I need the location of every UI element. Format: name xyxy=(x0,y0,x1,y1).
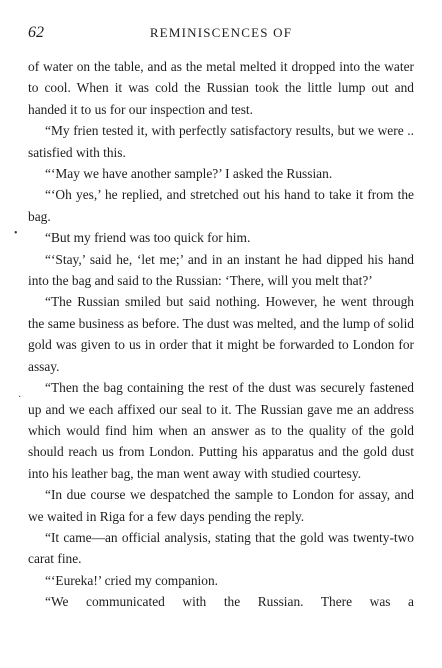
body-text xyxy=(28,56,414,613)
page-number: 62 xyxy=(28,24,44,41)
running-title: REMINISCENCES OF xyxy=(149,25,293,40)
paragraph: “‘Stay,’ said he, ‘let me;’ and in an instant he had dipped his hand into the bag and said to the Russian: ‘There, will you melt that?’ xyxy=(28,251,414,289)
print-speck: · xyxy=(18,392,22,403)
paragraph: “‘Eureka!’ cried my companion. xyxy=(45,572,219,588)
running-head xyxy=(28,24,414,44)
paragraph: “‘Oh yes,’ he replied, and stretched out his hand to take it from the bag. xyxy=(28,187,414,224)
paragraph: “In due course we despatched the sample to London for assay, and we waited in Riga for a few days pending the reply. xyxy=(28,487,414,524)
paragraph: “Then the bag containing the rest of the dust was securely fastened up and we each affixed our seal to it. The Russian gave me an address which would find him when an answer as to the quality of the gold should reach us from London. Putting his apparatus and the gold dust into his leather bag, the man went away with studied courtesy. xyxy=(28,380,414,481)
paragraph: “We communicated with the Russian. There was a xyxy=(45,594,414,610)
paragraph: “My frien tested it, with perfectly satisfactory results, but we were .. satisfied with this. xyxy=(28,123,414,160)
print-speck: • xyxy=(14,228,18,239)
paragraph: “But my friend was too quick for him. xyxy=(45,230,251,246)
paragraph: “The Russian smiled but said nothing. However, he went through the same business as before. The dust was melted, and the lump of solid gold was given to us in order that it might be forwarded to London for assay. xyxy=(28,294,414,374)
book-page xyxy=(28,24,414,613)
paragraph: “It came—an official analysis, stating that the gold was twenty-two carat fine. xyxy=(28,529,414,567)
paragraph: “‘May we have another sample?’ I asked the Russian. xyxy=(45,166,333,182)
paragraph: of water on the table, and as the metal melted it dropped into the water to cool. When it was cold the Russian took the little lump out and handed it to us for our inspection and test. xyxy=(28,59,414,117)
